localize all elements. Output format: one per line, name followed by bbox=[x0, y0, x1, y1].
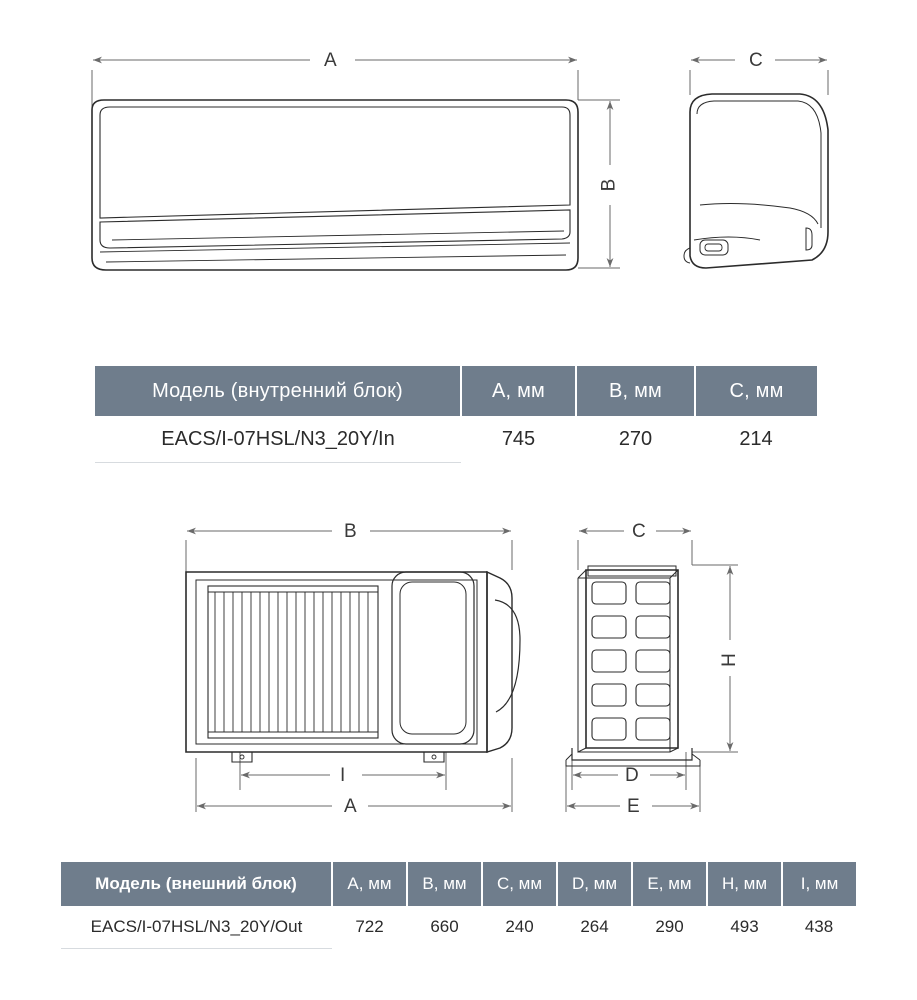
outdoor-header-e: E, мм bbox=[632, 862, 707, 906]
table-header-row bbox=[61, 862, 856, 906]
outdoor-unit-spec-table bbox=[61, 862, 856, 949]
dim-label-indoor-b: B bbox=[598, 178, 620, 192]
outdoor-cell-e: 290 bbox=[632, 906, 707, 949]
indoor-cell-c: 214 bbox=[695, 416, 817, 463]
indoor-unit-front-view bbox=[92, 100, 578, 270]
indoor-cell-b: 270 bbox=[576, 416, 695, 463]
dim-label-outdoor-a: A bbox=[344, 796, 357, 817]
indoor-cell-model: EACS/I-07HSL/N3_20Y/In bbox=[95, 416, 461, 463]
outdoor-cell-h: 493 bbox=[707, 906, 782, 949]
table-row bbox=[61, 906, 856, 949]
dim-label-indoor-c: C bbox=[749, 50, 763, 71]
outdoor-header-model: Модель (внешний блок) bbox=[61, 862, 332, 906]
outdoor-unit-side-view bbox=[566, 566, 700, 766]
dim-label-outdoor-b: B bbox=[344, 521, 357, 542]
indoor-dimension-lines bbox=[92, 60, 828, 268]
outdoor-header-h: H, мм bbox=[707, 862, 782, 906]
table-header-row bbox=[95, 366, 817, 416]
indoor-unit-spec-table bbox=[95, 366, 817, 463]
indoor-header-a: A, мм bbox=[461, 366, 576, 416]
outdoor-unit-front-view bbox=[186, 572, 520, 762]
indoor-header-c: C, мм bbox=[695, 366, 817, 416]
indoor-header-b: B, мм bbox=[576, 366, 695, 416]
outdoor-cell-i: 438 bbox=[782, 906, 856, 949]
outdoor-header-c: C, мм bbox=[482, 862, 557, 906]
outdoor-header-i: I, мм bbox=[782, 862, 856, 906]
outdoor-cell-d: 264 bbox=[557, 906, 632, 949]
dim-label-outdoor-e: E bbox=[627, 796, 640, 817]
dim-label-outdoor-c: C bbox=[632, 521, 646, 542]
indoor-unit-side-view bbox=[684, 94, 828, 268]
dim-label-outdoor-d: D bbox=[625, 765, 639, 786]
indoor-cell-a: 745 bbox=[461, 416, 576, 463]
outdoor-header-b: B, мм bbox=[407, 862, 482, 906]
outdoor-header-d: D, мм bbox=[557, 862, 632, 906]
indoor-header-model: Модель (внутренний блок) bbox=[95, 366, 461, 416]
outdoor-cell-b: 660 bbox=[407, 906, 482, 949]
outdoor-cell-c: 240 bbox=[482, 906, 557, 949]
outdoor-cell-a: 722 bbox=[332, 906, 407, 949]
dim-label-outdoor-i: I bbox=[340, 765, 346, 786]
table-row bbox=[95, 416, 817, 463]
dim-label-outdoor-h: H bbox=[718, 653, 740, 667]
outdoor-cell-model: EACS/I-07HSL/N3_20Y/Out bbox=[61, 906, 332, 949]
dim-label-indoor-a: A bbox=[324, 50, 337, 71]
outdoor-header-a: A, мм bbox=[332, 862, 407, 906]
